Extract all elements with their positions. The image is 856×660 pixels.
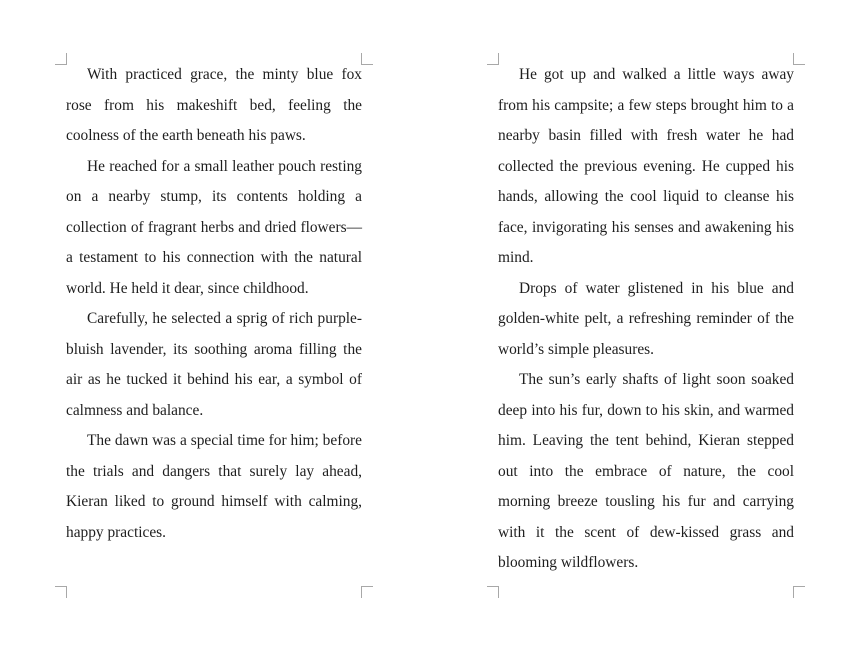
crop-mark-bottom-right [361,586,373,598]
left-page-text [66,60,362,548]
right-page-text [498,60,794,579]
paragraph: He got up and walked a little ways away from his campsite; a few steps brought him to a nearby basin filled with fresh water he had collected the previous evening. He cupped his hands, allowing the cool liquid to cleanse his face, invigorating his senses and awakening his mind. [498,66,794,266]
paragraph: The sun’s early shafts of light soon soaked deep into his fur, down to his skin, and warmed him. Leaving the tent behind, Kieran stepped out into the embrace of nature, the cool morning breeze tousling his fur and carrying with it the scent of dew-kissed grass and blooming wildflowers. [498,371,794,571]
crop-mark-top-right [361,53,373,65]
paragraph: With practiced grace, the minty blue fox rose from his makeshift bed, feeling the coolness of the earth beneath his paws. [66,66,362,144]
paragraph: He reached for a small leather pouch resting on a nearby stump, its contents holding a collection of fragrant herbs and dried flowers—a testament to his connection with the natural world. He held it dear, since childhood. [66,157,362,297]
paragraph: Drops of water glistened in his blue and golden-white pelt, a refreshing reminder of the world’s simple pleasures. [498,279,794,358]
paragraph: Carefully, he selected a sprig of rich purple-bluish lavender, its soothing aroma filling the air as he tucked it behind his ear, a symbol of calmness and balance. [66,310,362,419]
crop-mark-top-right [793,53,805,65]
right-page [428,0,856,660]
paragraph: The dawn was a special time for him; before the trials and dangers that surely lay ahead, Kieran liked to ground himself with calming, happy practices. [66,432,362,541]
crop-mark-bottom-right [793,586,805,598]
crop-mark-bottom-left [55,586,67,598]
crop-mark-bottom-left [487,586,499,598]
